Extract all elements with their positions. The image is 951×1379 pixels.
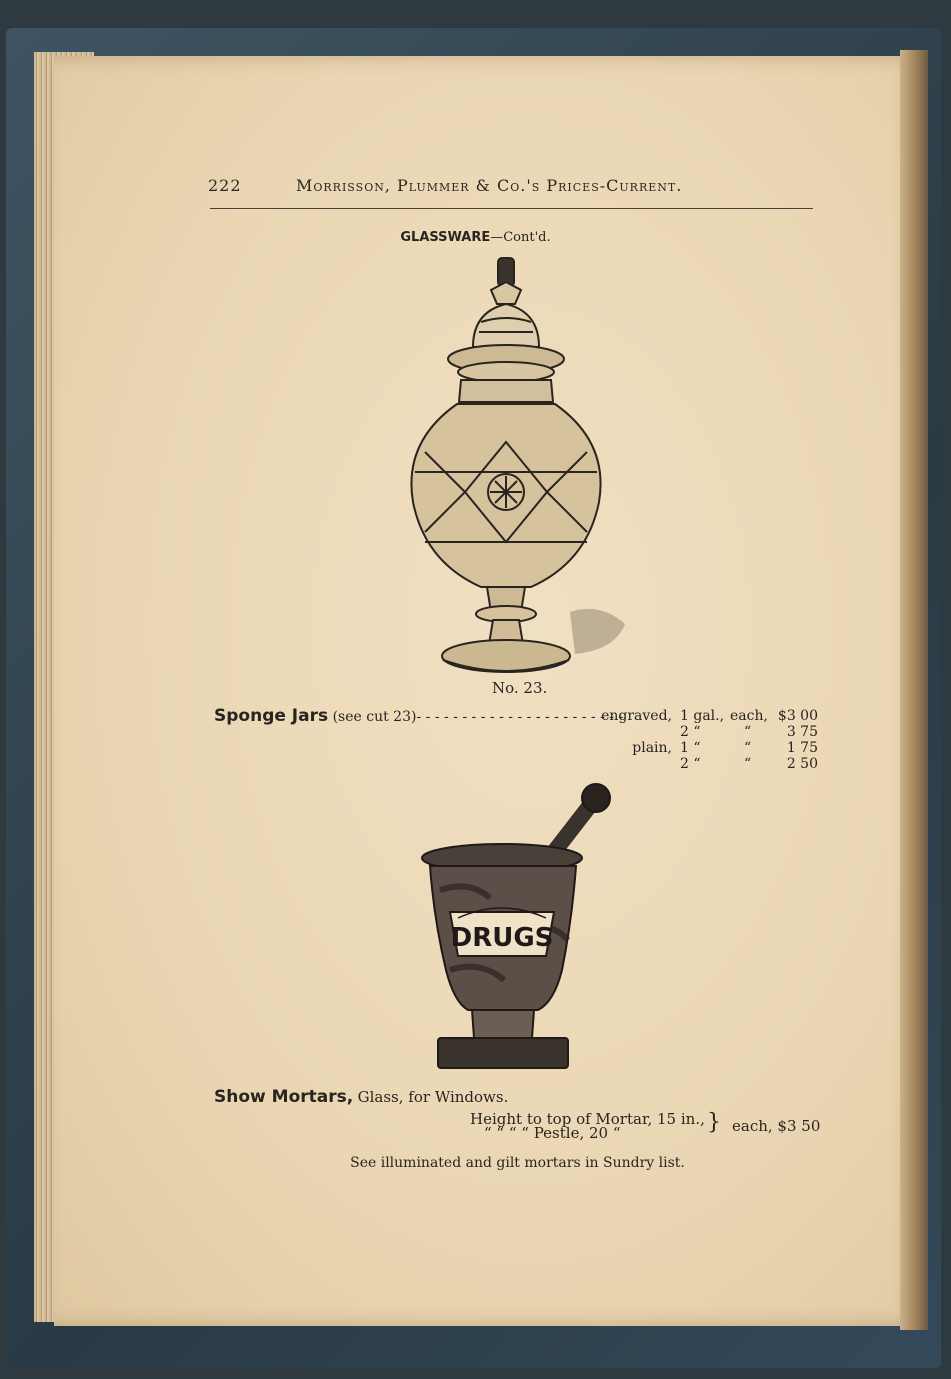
leader-dots: - - - - - - - - - - - - - - - - - - - - - - - [416, 709, 624, 725]
show-mortar-illustration [420, 780, 620, 1075]
price-row-size-3: 2 “ [680, 756, 701, 772]
mortar-price: each, $3 50 [732, 1117, 821, 1135]
sponge-jar-illustration [395, 252, 635, 677]
show-mortars-name: Show Mortars, [214, 1087, 354, 1107]
price-row-unit-2: “ [744, 740, 752, 756]
mortar-height-line: Height to top of Mortar, 15 in., [470, 1110, 705, 1128]
footnote: See illuminated and gilt mortars in Sundry list. [350, 1155, 685, 1171]
brace-symbol: } [707, 1110, 721, 1135]
price-row-unit-0: each, [730, 708, 768, 724]
price-row-unit-1: “ [744, 724, 752, 740]
price-row-unit-3: “ [744, 756, 752, 772]
section-title-text: GLASSWARE [400, 230, 491, 245]
sponge-jars-ref: (see cut 23) [332, 709, 417, 725]
price-row-price-2: 1 75 [786, 740, 818, 756]
header-rule [210, 208, 813, 209]
price-row-size-2: 1 “ [680, 740, 701, 756]
pestle-height-line: “ “ “ “ Pestle, 20 “ [484, 1124, 621, 1142]
section-subtitle: —Cont'd. [490, 230, 551, 245]
price-row-size-0: 1 gal., [680, 708, 725, 724]
price-row-label-2: plain, [632, 740, 672, 756]
running-title: Morrisson, Plummer & Co.'s Prices-Current. [296, 176, 683, 195]
price-row-price-0: $3 00 [777, 708, 818, 724]
drugs-label: DRUGS [450, 923, 554, 953]
sponge-jar-caption: No. 23. [492, 679, 548, 697]
price-row-label-0: engraved, [601, 708, 672, 724]
price-row-price-1: 3 75 [786, 724, 818, 740]
show-mortars-desc: Glass, for Windows. [357, 1088, 509, 1106]
price-row-price-3: 2 50 [786, 756, 818, 772]
section-title [0, 230, 951, 245]
page-header [208, 176, 814, 200]
price-row-size-1: 2 “ [680, 724, 701, 740]
sponge-jars-name: Sponge Jars [214, 706, 329, 726]
page-number: 222 [208, 176, 242, 195]
show-mortars-heading [214, 1087, 508, 1107]
